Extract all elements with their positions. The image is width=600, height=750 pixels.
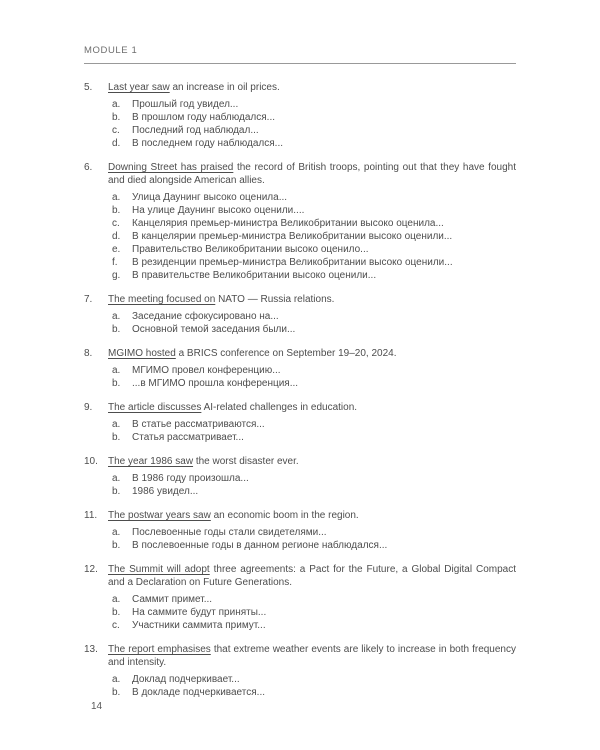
question-item — [84, 455, 516, 498]
option-letter: a. — [112, 365, 121, 376]
option-text: На саммите будут приняты... — [132, 607, 267, 618]
option-text: Послевоенные годы стали свидетелями... — [132, 527, 327, 538]
question-row — [84, 455, 516, 468]
answer-option — [112, 111, 516, 124]
question-rest-text: a BRICS conference on September 19–20, 2024. — [175, 348, 397, 359]
question-text — [108, 401, 516, 414]
question-row — [84, 161, 516, 187]
answer-options — [84, 526, 516, 552]
answer-options — [84, 673, 516, 699]
option-text: В последнем году наблюдался... — [132, 138, 284, 149]
question-row — [84, 401, 516, 414]
answer-options — [84, 418, 516, 444]
question-number: 13. — [84, 644, 98, 655]
module-header — [84, 45, 516, 64]
option-text: МГИМО провел конференцию... — [132, 365, 281, 376]
question-item — [84, 401, 516, 444]
answer-option — [112, 377, 516, 390]
option-letter: a. — [112, 594, 121, 605]
question-item — [84, 347, 516, 390]
answer-option — [112, 323, 516, 336]
question-underlined-phrase: The report emphasises — [108, 644, 211, 655]
option-letter: d. — [112, 138, 121, 149]
question-rest-text: that extreme weather events are likely to increase in both frequency and intensity. — [108, 644, 516, 668]
option-text: В статье рассматриваются... — [132, 419, 265, 430]
module-header-label: MODULE 1 — [84, 45, 138, 56]
answer-option — [112, 686, 516, 699]
answer-option — [112, 619, 516, 632]
question-text — [108, 81, 516, 94]
question-underlined-phrase: The postwar years saw — [108, 510, 211, 521]
answer-option — [112, 217, 516, 230]
option-letter: a. — [112, 311, 121, 322]
question-underlined-phrase: The year 1986 saw — [108, 456, 194, 467]
answer-options — [84, 472, 516, 498]
option-letter: a. — [112, 99, 121, 110]
option-text: Заседание сфокусировано на... — [132, 311, 279, 322]
answer-option — [112, 431, 516, 444]
option-letter: b. — [112, 432, 121, 443]
answer-option — [112, 137, 516, 150]
option-text: Последний год наблюдал... — [132, 125, 259, 136]
option-text: Участники саммита примут... — [132, 620, 266, 631]
option-text: В резиденции премьер-министра Великобритании высоко оценили... — [132, 257, 453, 268]
question-row — [84, 643, 516, 669]
answer-option — [112, 98, 516, 111]
question-item — [84, 293, 516, 336]
option-letter: c. — [112, 125, 120, 136]
option-text: Правительство Великобритании высоко оценило... — [132, 244, 369, 255]
option-text: Прошлый год увидел... — [132, 99, 239, 110]
question-number: 7. — [84, 294, 93, 305]
question-number: 8. — [84, 348, 93, 359]
question-rest-text: NATO — Russia relations. — [215, 294, 335, 305]
question-text — [108, 643, 516, 669]
option-letter: b. — [112, 112, 121, 123]
option-letter: b. — [112, 378, 121, 389]
option-text: В 1986 году произошла... — [132, 473, 249, 484]
question-item — [84, 161, 516, 282]
option-text: В послевоенные годы в данном регионе наблюдался... — [132, 540, 388, 551]
question-number: 12. — [84, 564, 98, 575]
option-text: В докладе подчеркивается... — [132, 687, 265, 698]
answer-options — [84, 191, 516, 282]
question-rest-text: an increase in oil prices. — [169, 82, 280, 93]
answer-options — [84, 98, 516, 150]
option-text: Саммит примет... — [132, 594, 213, 605]
option-text: 1986 увидел... — [132, 486, 199, 497]
answer-options — [84, 593, 516, 632]
option-text: В прошлом году наблюдался... — [132, 112, 276, 123]
option-text: Канцелярия премьер-министра Великобритании высоко оценила... — [132, 218, 444, 229]
option-text: Статья рассматривает... — [132, 432, 244, 443]
answer-option — [112, 230, 516, 243]
option-text: Основной темой заседания были... — [132, 324, 296, 335]
answer-option — [112, 124, 516, 137]
option-letter: b. — [112, 687, 121, 698]
option-letter: b. — [112, 486, 121, 497]
question-number: 10. — [84, 456, 98, 467]
answer-option — [112, 472, 516, 485]
question-row — [84, 563, 516, 589]
option-letter: b. — [112, 324, 121, 335]
option-text: В правительстве Великобритании высоко оценили... — [132, 270, 377, 281]
option-text: Доклад подчеркивает... — [132, 674, 240, 685]
question-text — [108, 293, 516, 306]
question-row — [84, 81, 516, 94]
question-item — [84, 563, 516, 632]
question-row — [84, 347, 516, 360]
answer-option — [112, 256, 516, 269]
question-underlined-phrase: Downing Street has praised — [108, 162, 234, 173]
answer-option — [112, 593, 516, 606]
question-number: 5. — [84, 82, 93, 93]
answer-option — [112, 204, 516, 217]
answer-option — [112, 673, 516, 686]
question-item — [84, 509, 516, 552]
option-letter: c. — [112, 218, 120, 229]
option-letter: a. — [112, 527, 121, 538]
option-letter: a. — [112, 473, 121, 484]
question-text — [108, 347, 516, 360]
option-letter: e. — [112, 244, 121, 255]
answer-option — [112, 606, 516, 619]
page-number: 14 — [91, 701, 103, 712]
answer-options — [84, 310, 516, 336]
question-text — [108, 455, 516, 468]
answer-option — [112, 485, 516, 498]
option-letter: c. — [112, 620, 120, 631]
answer-options — [84, 364, 516, 390]
question-rest-text: the worst disaster ever. — [193, 456, 299, 467]
answer-option — [112, 539, 516, 552]
question-rest-text: three agreements: a Pact for the Future, a Global Digital Compact and a Declaration on Future Generations. — [108, 564, 516, 588]
question-row — [84, 293, 516, 306]
question-number: 9. — [84, 402, 93, 413]
option-text: На улице Даунинг высоко оценили.... — [132, 205, 305, 216]
answer-option — [112, 310, 516, 323]
answer-option — [112, 526, 516, 539]
question-underlined-phrase: Last year saw — [108, 82, 170, 93]
answer-option — [112, 191, 516, 204]
answer-option — [112, 418, 516, 431]
option-letter: f. — [112, 257, 118, 268]
question-text — [108, 563, 516, 589]
option-text: ...в МГИМО прошла конференция... — [132, 378, 299, 389]
question-number: 6. — [84, 162, 93, 173]
question-underlined-phrase: MGIMO hosted — [108, 348, 176, 359]
option-letter: b. — [112, 607, 121, 618]
answer-option — [112, 243, 516, 256]
question-underlined-phrase: The meeting focused on — [108, 294, 216, 305]
question-underlined-phrase: The Summit will adopt — [108, 564, 210, 575]
answer-option — [112, 364, 516, 377]
option-letter: d. — [112, 231, 121, 242]
question-item — [84, 81, 516, 150]
question-number: 11. — [84, 510, 98, 521]
option-letter: a. — [112, 674, 121, 685]
answer-option — [112, 269, 516, 282]
option-text: В канцелярии премьер-министра Великобритании высоко оценили... — [132, 231, 453, 242]
option-text: Улица Даунинг высоко оценила... — [132, 192, 288, 203]
question-list — [84, 81, 516, 699]
option-letter: a. — [112, 419, 121, 430]
question-rest-text: AI-related challenges in education. — [201, 402, 358, 413]
question-rest-text: the record of British troops, pointing out that they have fought and died alongside American allies. — [108, 162, 516, 186]
option-letter: a. — [112, 192, 121, 203]
question-underlined-phrase: The article discusses — [108, 402, 202, 413]
question-text — [108, 161, 516, 187]
question-row — [84, 509, 516, 522]
option-letter: b. — [112, 205, 121, 216]
question-rest-text: an economic boom in the region. — [210, 510, 359, 521]
question-item — [84, 643, 516, 699]
option-letter: g. — [112, 270, 121, 281]
question-text — [108, 509, 516, 522]
option-letter: b. — [112, 540, 121, 551]
